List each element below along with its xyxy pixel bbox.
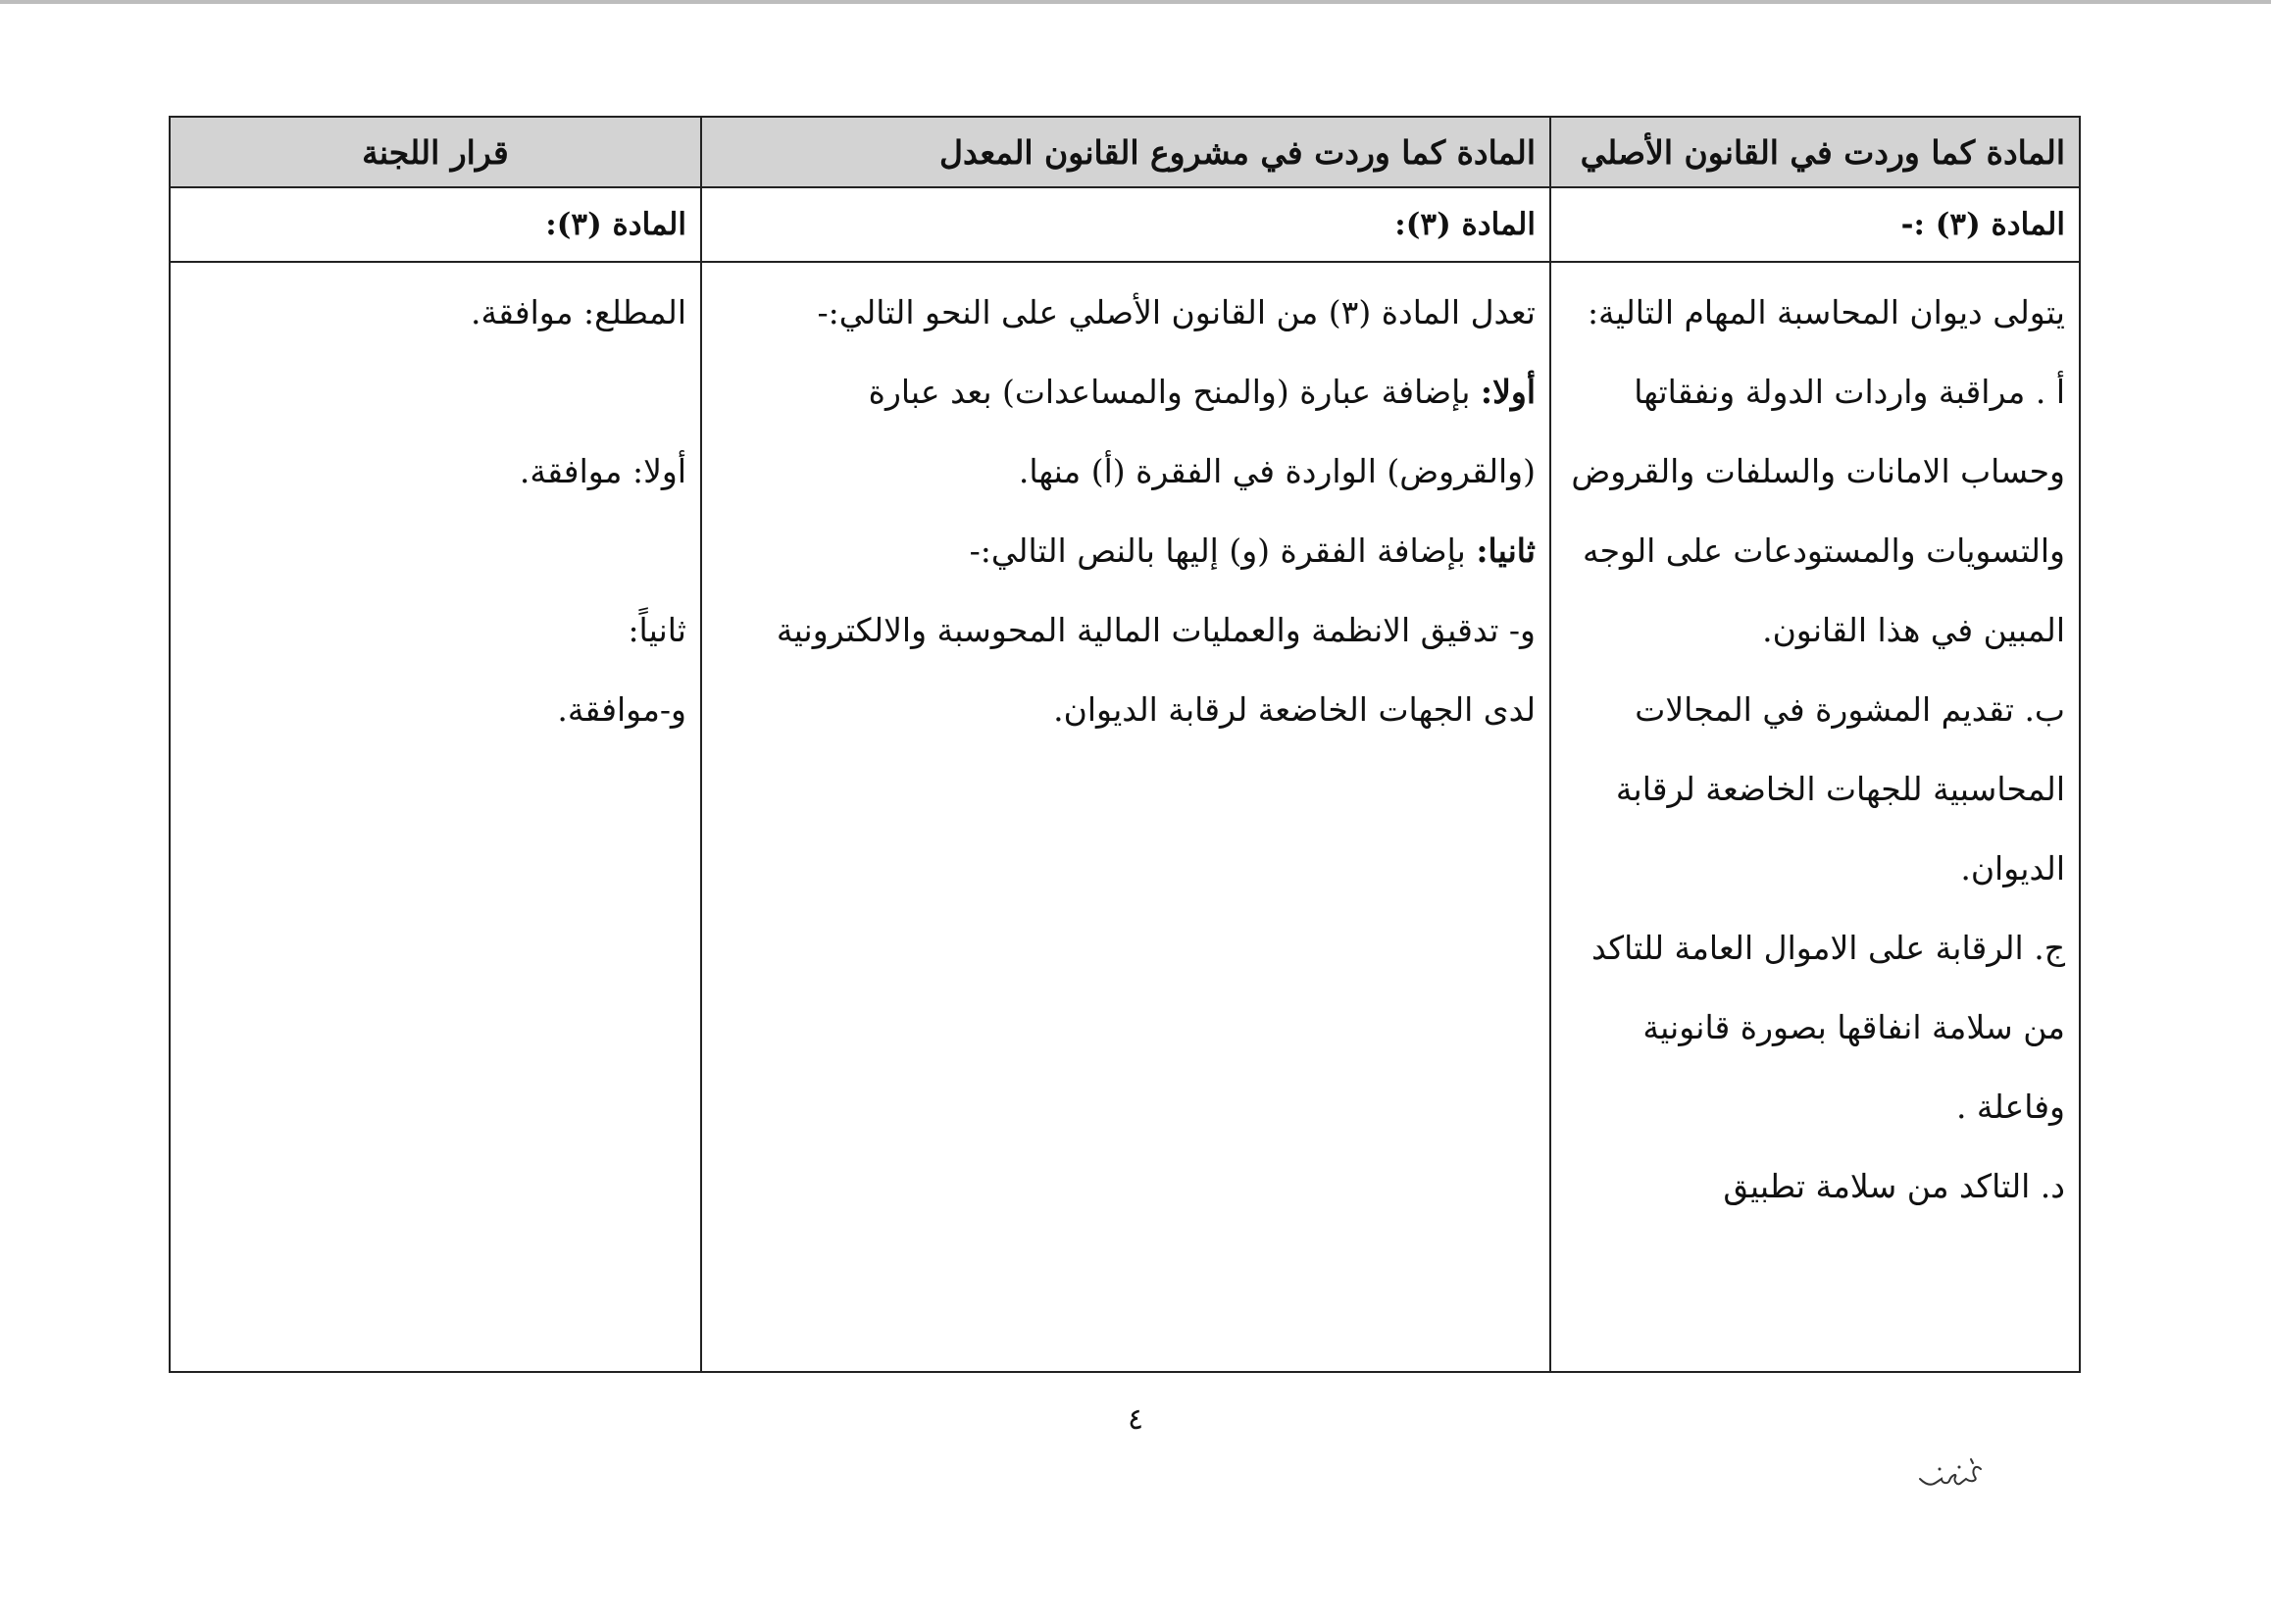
- committee-preamble: المطلع: موافقة.: [470, 293, 686, 331]
- committee-spacer: [184, 511, 686, 590]
- committee-item-waw: و-موافقة.: [557, 690, 686, 729]
- comparison-table: [169, 116, 2081, 1373]
- committee-second: ثانياً:: [628, 611, 686, 649]
- amended-bill-second: [716, 511, 1536, 590]
- handwritten-signature: [1912, 1457, 1991, 1497]
- amended-bill-intro: تعدل المادة (٣) من القانون الأصلي على النحو التالي:-: [817, 293, 1536, 331]
- header-committee-decision: قرار اللجنة: [170, 117, 701, 187]
- article-body-row: [170, 262, 2080, 1372]
- subheader-original-law: المادة (٣) :-: [1550, 187, 2080, 262]
- article-subheader-row: [170, 187, 2080, 262]
- header-original-law: المادة كما وردت في القانون الأصلي: [1550, 117, 2080, 187]
- subheader-amended-bill: المادة (٣):: [701, 187, 1550, 262]
- committee-decision-cell: [170, 262, 701, 1372]
- committee-first: أولا: موافقة.: [519, 452, 686, 490]
- amended-bill-item-waw: و- تدقيق الانظمة والعمليات المالية المحوسبة والالكترونية لدى الجهات الخاضعة لرقابة الديوان.: [776, 611, 1536, 729]
- original-law-item-b: ب. تقديم المشورة في المجالات المحاسبية للجهات الخاضعة لرقابة الديوان.: [1615, 690, 2065, 888]
- table-header-row: [170, 117, 2080, 187]
- page-number: ٤: [1127, 1402, 1144, 1437]
- top-edge-rule: [0, 0, 2271, 4]
- original-law-item-a: أ . مراقبة واردات الدولة ونفقاتها وحساب الامانات والسلفات والقروض والتسويات والمستودعات على الوجه المبين في هذا القانون.: [1571, 373, 2065, 649]
- amended-bill-first-lead: أولا:: [1480, 373, 1536, 411]
- original-law-cell: [1550, 262, 2080, 1372]
- subheader-committee-decision: المادة (٣):: [170, 187, 701, 262]
- amended-bill-second-text: بإضافة الفقرة (و) إليها بالنص التالي:-: [969, 532, 1477, 570]
- amended-bill-first-text: بإضافة عبارة (والمنح والمساعدات) بعد عبارة (والقروض) الواردة في الفقرة (أ) منها.: [868, 373, 1536, 490]
- amended-bill-second-lead: ثانيا:: [1476, 532, 1536, 570]
- original-law-intro: يتولى ديوان المحاسبة المهام التالية:: [1587, 293, 2065, 331]
- header-amended-bill: المادة كما وردت في مشروع القانون المعدل: [701, 117, 1550, 187]
- original-law-item-c: ج. الرقابة على الاموال العامة للتاكد من سلامة انفاقها بصورة قانونية وفاعلة .: [1591, 929, 2065, 1126]
- amended-bill-cell: [701, 262, 1550, 1372]
- amended-bill-first: [716, 352, 1536, 511]
- original-law-item-d: د. التاكد من سلامة تطبيق: [1723, 1167, 2065, 1205]
- committee-spacer: [184, 352, 686, 431]
